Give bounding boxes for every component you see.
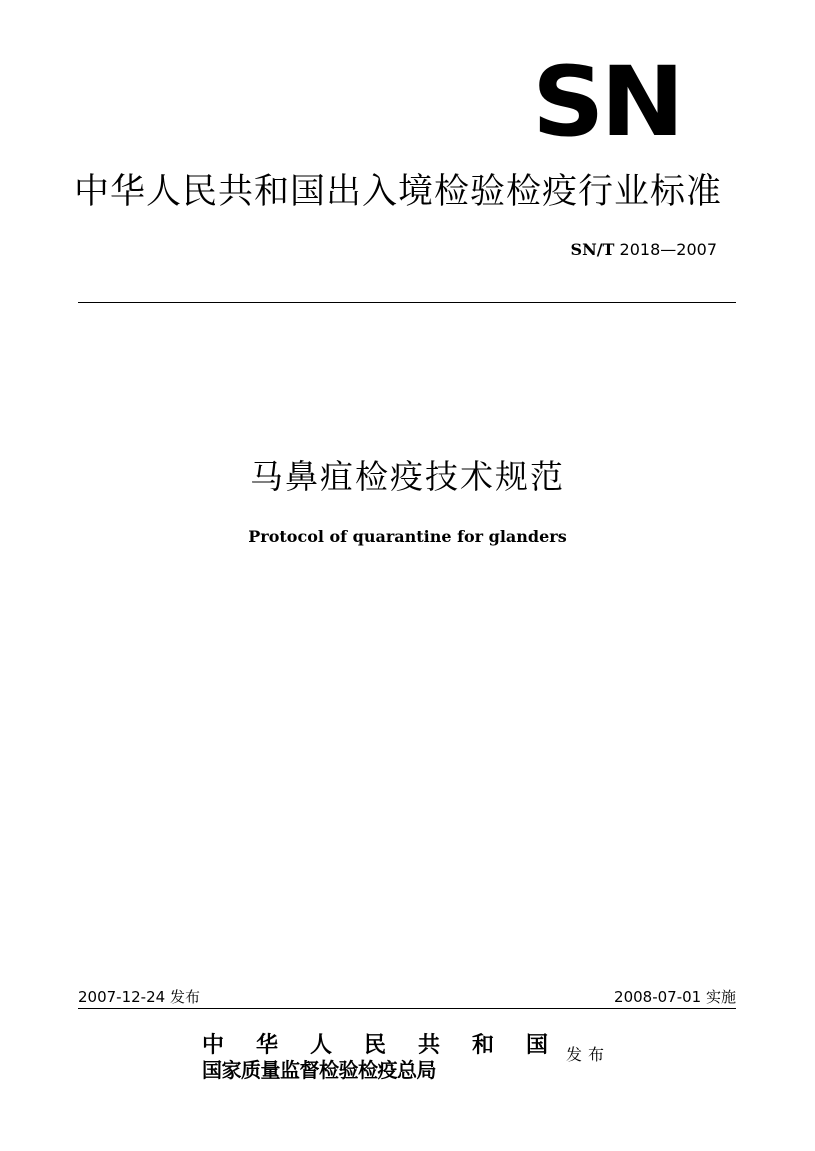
bottom-divider [78, 1008, 736, 1009]
standard-code-prefix: SN/T [570, 240, 615, 259]
document-title-chinese: 马鼻疽检疫技术规范 [250, 457, 565, 496]
standard-code [540, 238, 717, 262]
sn-logo: SN [532, 46, 681, 158]
document-title-english: Protocol of quarantine for glanders [248, 527, 567, 546]
top-divider [78, 302, 736, 303]
publish-label: 发布 [566, 1045, 611, 1064]
issuer-prc: 中 华 人 民 共 和 国 [202, 1032, 548, 1058]
issue-date: 2007-12-24 发布 [78, 988, 200, 1006]
implementation-date: 2008-07-01 实施 [614, 988, 736, 1006]
standard-code-number: 2018—2007 [614, 240, 717, 259]
issuer-aqsiq: 国家质量监督检验检疫总局 [202, 1058, 436, 1082]
standard-category-title: 中华人民共和国出入境检验检疫行业标准 [74, 172, 723, 212]
